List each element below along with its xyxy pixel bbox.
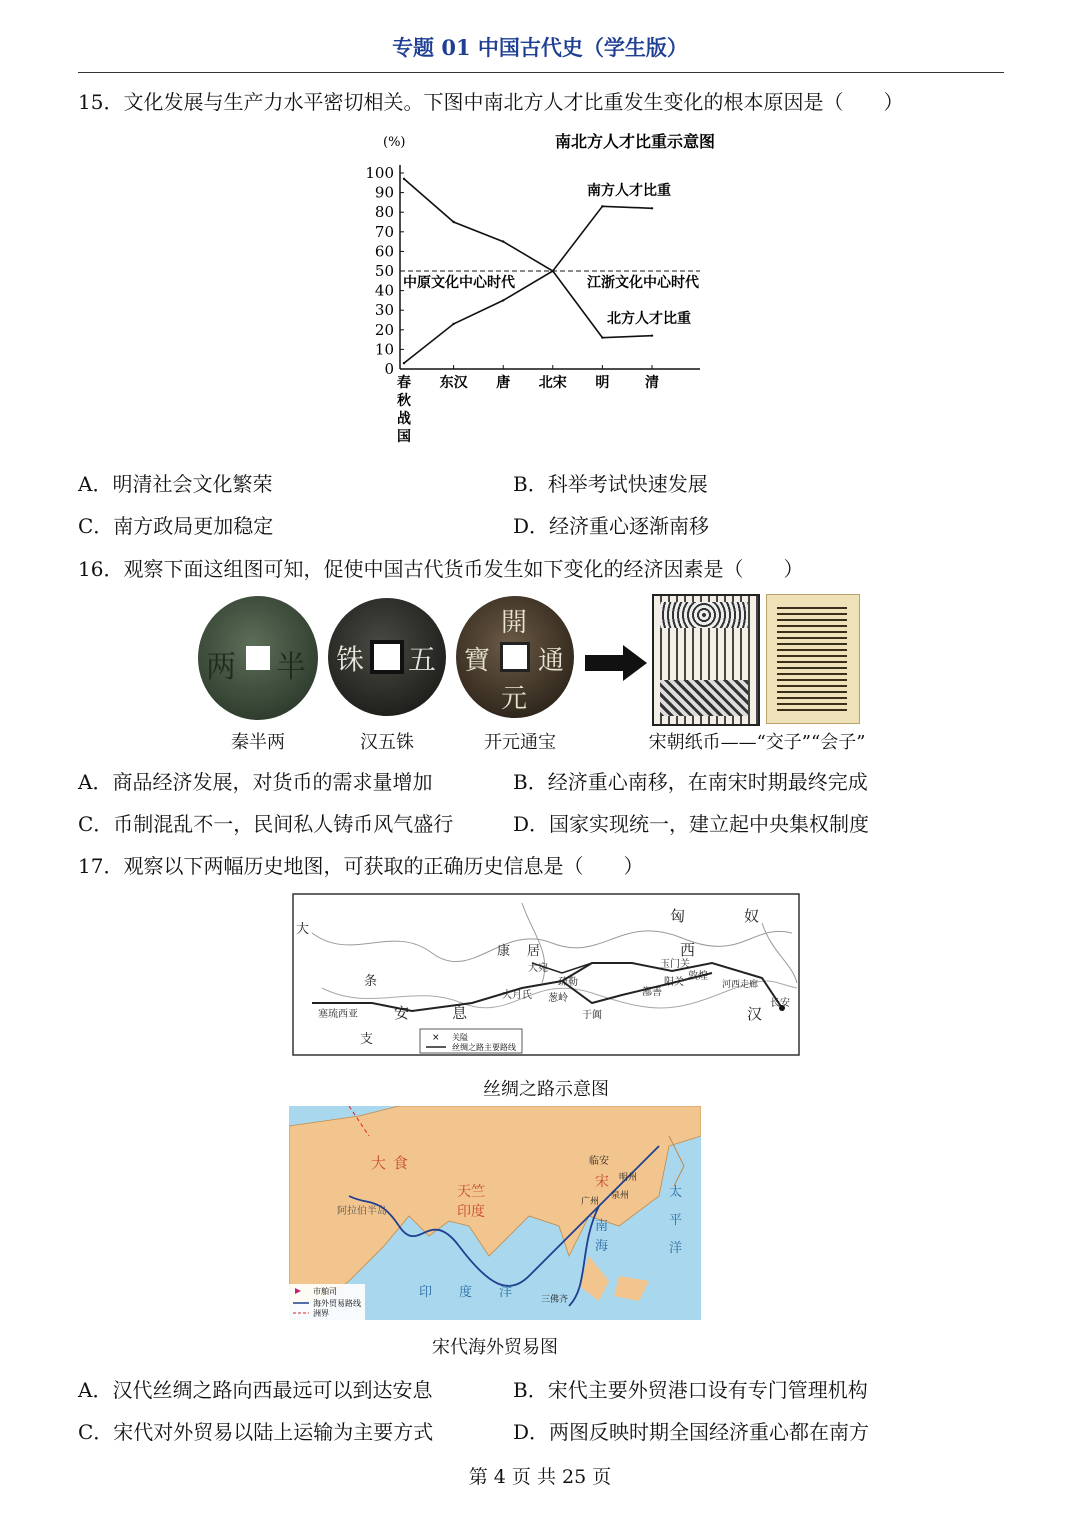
map-label: 大月氏: [502, 990, 532, 1001]
chart-title: 南北方人才比重示意图: [555, 132, 716, 151]
map-label: 大: [296, 922, 310, 937]
question-16-stem: 16．观察下面这组图可知，促使中国古代货币发生如下变化的经济因素是（ ）: [78, 557, 804, 581]
chart-y-tick-label: 50: [374, 262, 394, 280]
map-label: 鄯善: [642, 987, 662, 998]
chart-point: [651, 334, 653, 336]
map-label: 于阗: [582, 1010, 602, 1021]
chart-point: [452, 221, 454, 223]
legend-pass: 关隘: [452, 1033, 468, 1042]
caption-han-wuzhu: 汉五铢: [360, 732, 414, 753]
question-15-stem: 15．文化发展与生产力水平密切相关。下图中南北方人才比重发生变化的根本原因是（ ）: [78, 90, 904, 114]
legend-continent-border: 洲界: [313, 1309, 329, 1318]
qin-banliang-coin-image: [198, 596, 318, 720]
caption-qin-banliang: 秦半两: [231, 732, 285, 753]
song-maritime-trade-map: [289, 1106, 701, 1320]
chart-point: [601, 205, 603, 207]
map-label: 宋: [595, 1174, 609, 1190]
q15-option-d[interactable]: D．经济重心逐渐南移: [513, 514, 710, 538]
q16-option-d[interactable]: D．国家实现统一，建立起中央集权制度: [513, 812, 870, 836]
chart-annotation-jiangzhe: 江浙文化中心时代: [587, 275, 699, 291]
map-label: 海: [595, 1239, 609, 1254]
map-label: 支: [360, 1032, 374, 1047]
huizi-paper-money-image: [766, 594, 860, 724]
map-label: 印: [419, 1285, 433, 1300]
map-label: 葱岭: [548, 993, 568, 1004]
chart-point: [601, 336, 603, 338]
map-label: 长安: [770, 998, 790, 1009]
map-label: 敦煌: [688, 971, 708, 982]
map-label: 塞琉西亚: [318, 1009, 358, 1020]
map-label: 汉: [747, 1005, 763, 1023]
map-label: 居: [527, 944, 541, 959]
jiaozi-paper-money-image: [652, 594, 760, 726]
kaiyuan-tongbao-coin-image: [456, 596, 574, 718]
map-label: 临安: [589, 1156, 609, 1167]
map-label: 玉门关: [660, 959, 690, 970]
map-label: 阳关: [664, 977, 684, 988]
silk-road-map-caption: 丝绸之路示意图: [483, 1079, 609, 1100]
han-wuzhu-coin-image: [328, 598, 446, 716]
chart-annotation-central-plains: 中原文化中心时代: [403, 275, 515, 291]
map-label: 南: [595, 1219, 609, 1234]
map-label: 安: [394, 1004, 410, 1022]
chart-y-tick-label: 80: [374, 203, 394, 222]
map-label: 印度: [457, 1204, 485, 1220]
chart-x-tick-label: 东汉: [439, 375, 468, 391]
map-label: 度: [459, 1285, 473, 1300]
chart-point: [452, 323, 454, 325]
map-label: 疏勒: [558, 977, 578, 988]
header-divider: [78, 72, 1004, 73]
q16-option-b[interactable]: B．经济重心南移，在南宋时期最终完成: [513, 770, 868, 794]
q15-option-a[interactable]: A．明清社会文化繁荣: [78, 472, 273, 496]
silk-road-map: [292, 893, 800, 1056]
chart-annotation-south: 南方人才比重: [587, 183, 671, 199]
map-label: 明州: [619, 1173, 638, 1183]
q17-option-d[interactable]: D．两图反映时期全国经济重心都在南方: [513, 1420, 870, 1444]
coin-char: 两: [206, 650, 236, 685]
chart-x-tick-label: 秋: [397, 393, 411, 409]
question-17-stem: 17．观察以下两幅历史地图，可获取的正确历史信息是（ ）: [78, 854, 644, 878]
coin-char: 半: [276, 650, 306, 685]
map-label: 阿拉伯半岛: [337, 1206, 387, 1217]
coin-char: 寶: [464, 646, 491, 676]
chart-point: [403, 178, 405, 180]
chart-y-unit: (%): [383, 135, 406, 150]
map-label: 太: [669, 1185, 683, 1200]
map-label: 康: [497, 944, 511, 959]
legend-shibosi: 市舶司: [313, 1287, 337, 1296]
chart-y-tick-label: 10: [374, 340, 394, 359]
song-trade-map-caption: 宋代海外贸易图: [432, 1337, 558, 1358]
chart-x-tick-label: 国: [397, 429, 411, 445]
caption-kaiyuan-tongbao: 开元通宝: [484, 732, 556, 753]
page-number: 第 4 页 共 25 页: [468, 1466, 612, 1488]
q17-option-b[interactable]: B．宋代主要外贸港口设有专门管理机构: [513, 1378, 868, 1402]
q15-option-c[interactable]: C．南方政局更加稳定: [78, 514, 274, 538]
map-label: 广州: [581, 1197, 600, 1207]
page-header-title: 专题 01 中国古代史（学生版）: [392, 35, 688, 60]
chart-y-tick-label: 40: [374, 281, 394, 300]
map-label: 洋: [499, 1285, 513, 1300]
chart-point: [403, 362, 405, 364]
coin-char: 铢: [336, 643, 365, 676]
map-label: 河西走廊: [722, 980, 759, 990]
q16-option-a[interactable]: A．商品经济发展，对货币的需求量增加: [78, 770, 433, 794]
chart-y-tick-label: 90: [374, 183, 394, 202]
q15-option-b[interactable]: B．科举考试快速发展: [513, 472, 708, 496]
chart-x-tick-label: 春: [397, 375, 411, 391]
chart-point: [651, 207, 653, 209]
chart-x-tick-label: 北宋: [538, 375, 567, 391]
chart-annotation-north: 北方人才比重: [607, 311, 691, 327]
talent-ratio-chart: [355, 125, 735, 445]
legend-trade-route: 海外贸易路线: [313, 1299, 361, 1308]
map-label: 奴: [744, 907, 760, 925]
chart-point: [502, 299, 504, 301]
map-label: 西: [680, 941, 696, 959]
map-label: 食: [393, 1154, 409, 1172]
coin-char: 元: [501, 684, 528, 714]
chart-point: [502, 240, 504, 242]
legend-route: 丝绸之路主要路线: [452, 1043, 516, 1052]
map-label: 洋: [669, 1241, 683, 1256]
arrow-right-icon: [585, 645, 647, 681]
chart-x-tick-label: 明: [595, 375, 610, 391]
chart-y-tick-label: 30: [374, 301, 394, 320]
chart-y-tick-label: 20: [374, 320, 394, 339]
chart-point: [552, 270, 554, 272]
chart-x-tick-label: 战: [397, 411, 411, 427]
chart-x-tick-label: 清: [645, 375, 659, 391]
map-label: 天竺: [457, 1184, 485, 1200]
map-label: 大宛: [528, 963, 548, 974]
map-label: 平: [669, 1213, 683, 1228]
caption-song-paper-money: 宋朝纸币——“交子”“会子”: [648, 732, 866, 753]
map-label: 泉州: [611, 1191, 630, 1201]
map-label: 条: [364, 974, 378, 989]
chart-y-tick-label: 70: [374, 222, 394, 241]
coin-char: 開: [501, 608, 528, 638]
chart-y-tick-label: 60: [374, 242, 394, 261]
map-label: 三佛齐: [541, 1295, 569, 1305]
q17-option-c[interactable]: C．宋代对外贸易以陆上运输为主要方式: [78, 1420, 434, 1444]
coin-char: 通: [538, 646, 565, 676]
map-label: 匈: [670, 907, 686, 925]
coin-char: 五: [408, 643, 437, 676]
svg-text:×: ×: [432, 1033, 440, 1043]
map-label: 息: [452, 1004, 468, 1022]
q17-option-a[interactable]: A．汉代丝绸之路向西最远可以到达安息: [78, 1378, 433, 1402]
chart-y-tick-label: 0: [384, 360, 394, 378]
map-label: 大: [371, 1154, 387, 1172]
chart-y-tick-label: 100: [365, 164, 394, 182]
chart-x-tick-label: 唐: [496, 375, 511, 391]
q16-option-c[interactable]: C．币制混乱不一，民间私人铸币风气盛行: [78, 812, 454, 836]
